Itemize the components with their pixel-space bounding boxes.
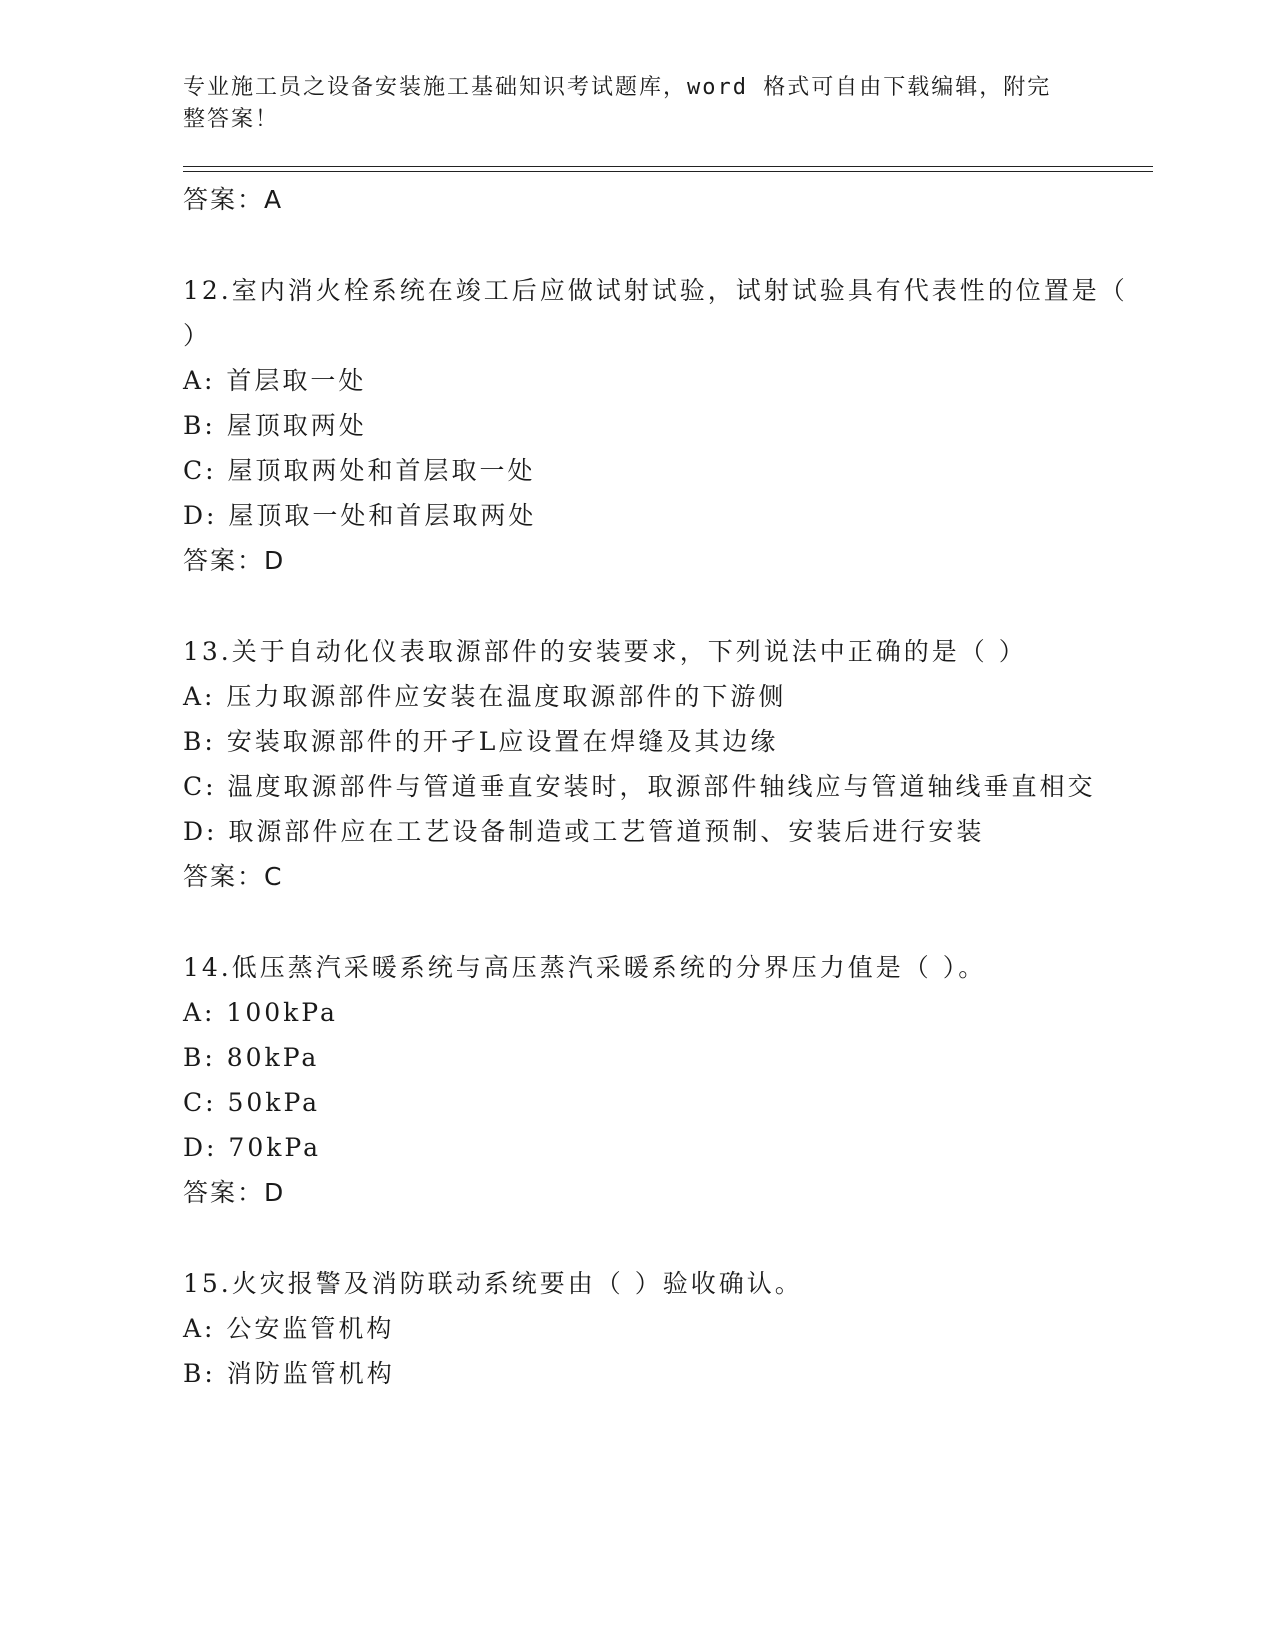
option-a: A: 压力取源部件应安装在温度取源部件的下游侧 [183, 682, 787, 711]
option-c: C: 50kPa [183, 1088, 321, 1117]
answer: 答案：C [183, 862, 284, 891]
option-a: A: 100kPa [183, 998, 338, 1027]
document-page [183, 72, 1153, 1396]
option-d: D: 取源部件应在工艺设备制造或工艺管道预制、安装后进行安装 [183, 817, 985, 846]
spacer [183, 583, 1153, 629]
option-b: B: 80kPa [183, 1043, 320, 1072]
question-stem: 12.室内消火栓系统在竣工后应做试射试验，试射试验具有代表性的位置是（ ） [183, 276, 1128, 350]
option-b: B: 消防监管机构 [183, 1359, 395, 1388]
option-a: A: 首层取一处 [183, 366, 367, 395]
question-stem: 15.火灾报警及消防联动系统要由（ ）验收确认。 [183, 1269, 803, 1298]
question-stem: 13.关于自动化仪表取源部件的安装要求，下列说法中正确的是（ ） [183, 637, 1027, 666]
spacer [183, 899, 1153, 945]
spacer [183, 1215, 1153, 1261]
option-d: D: 70kPa [183, 1133, 321, 1162]
spacer [183, 222, 1153, 268]
option-b: B: 安装取源部件的开孑L应设置在焊缝及其边缘 [183, 727, 779, 756]
option-c: C: 屋顶取两处和首层取一处 [183, 456, 536, 485]
question-stem: 14.低压蒸汽采暖系统与高压蒸汽采暖系统的分界压力值是（ ）。 [183, 953, 987, 982]
option-c: C: 温度取源部件与管道垂直安装时，取源部件轴线应与管道轴线垂直相交 [183, 772, 1096, 801]
header-divider [183, 166, 1153, 172]
question-14 [183, 945, 1153, 1215]
option-a: A: 公安监管机构 [183, 1314, 395, 1343]
previous-answer: 答案：A [183, 185, 284, 214]
answer: 答案：D [183, 1178, 286, 1207]
answer: 答案：D [183, 546, 286, 575]
question-13 [183, 629, 1153, 899]
document-header: 专业施工员之设备安装施工基础知识考试题库，word 格式可自由下载编辑，附完整答案！ [183, 75, 1052, 132]
question-12 [183, 268, 1153, 583]
option-d: D: 屋顶取一处和首层取两处 [183, 501, 537, 530]
option-b: B: 屋顶取两处 [183, 411, 367, 440]
question-15 [183, 1261, 1153, 1396]
